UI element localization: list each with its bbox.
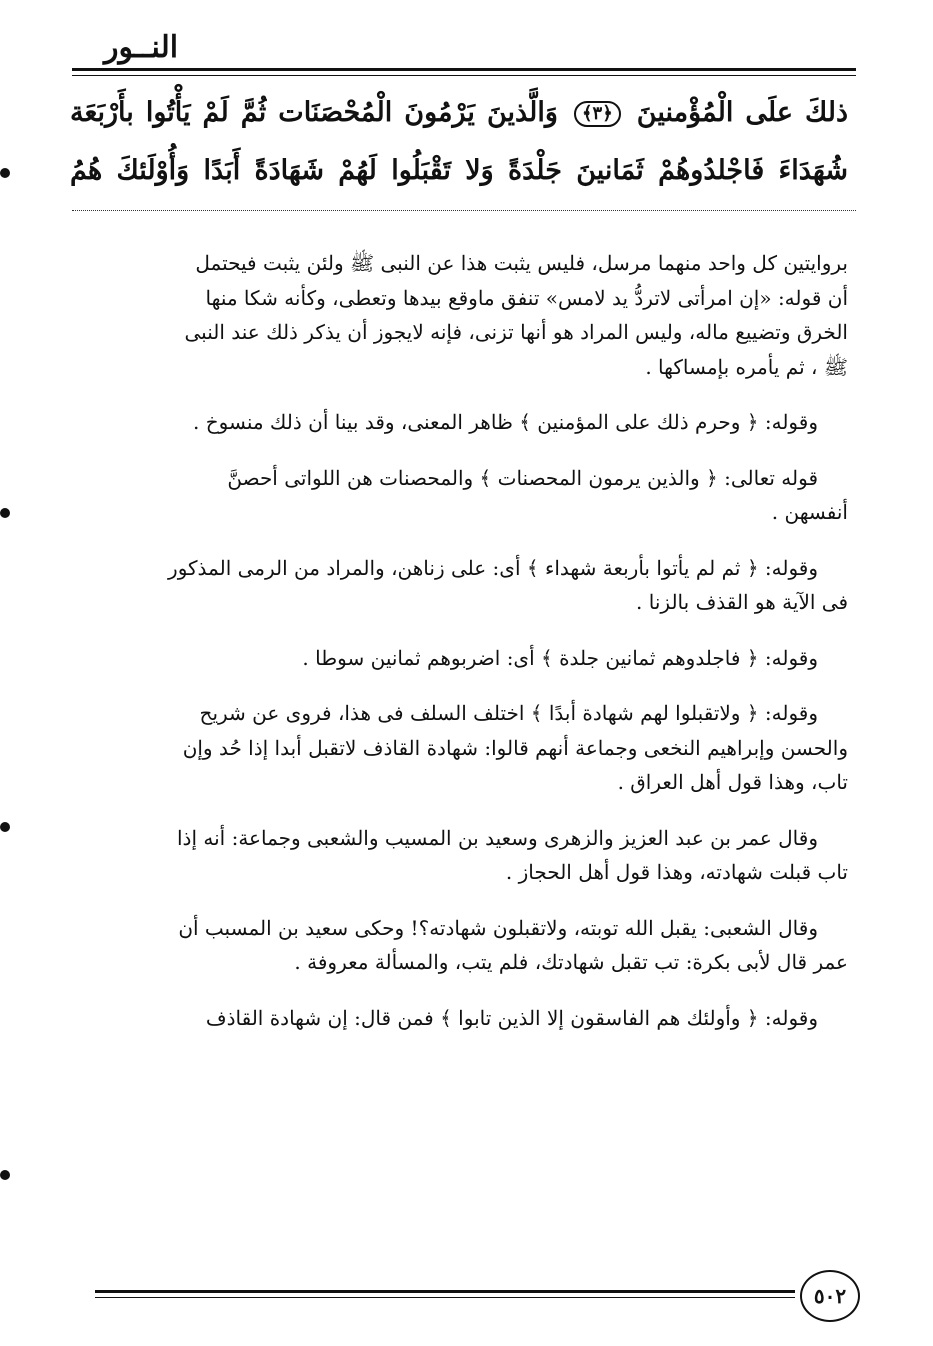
commentary-paragraph (78, 1001, 848, 1036)
verse-text-rest: وَالَّذينَ يَرْمُونَ الْمُحْصَنَات ثُمَّ لَمْ يَأْتُوا بأَرْبَعَة شُهَدَاءَ فَاجْلدُوهُمْ ثَمَانينَ جَلْدَةً وَلا تَقْبَلُوا لَهُمْ شَهَادَةً أَبَدًا وَأُوْلَئكَ هُمُ (70, 97, 848, 186)
verse-text-start: ذلكَ علَى الْمُؤْمنينَ (636, 97, 848, 128)
commentary-paragraph (78, 696, 848, 800)
text-line: بروايتين كل واحد منهما مرسل، فليس يثبت هذا عن النبى ﷺ ولئن يثبت فيحتمل (195, 251, 848, 275)
commentary-paragraph (78, 246, 848, 384)
footer-rule-thin (95, 1297, 795, 1298)
text-line: وقال الشعبى: يقبل الله توبته، ولاتقبلون شهادته؟! وحكى سعيد بن المسبب أن (178, 915, 818, 940)
text-line: وقوله: ﴿ وأولئك هم الفاسقون إلا الذين تابوا ﴾ فمن قال: إن شهادة القاذف (205, 1005, 818, 1030)
text-line: تاب، وهذا قول أهل العراق . (617, 770, 848, 794)
text-line: وقوله: ﴿ ثم لم يأتوا بأربعة شهداء ﴾ أى: على زناهن، والمراد من الرمى المذكور (168, 555, 818, 580)
text-line: أن قوله: «إن امرأتى لاتردُّ يد لامس» تنفق ماوقع بيدها وتعطى، وكأنه شكا منها (205, 285, 848, 310)
margin-scan-mark (0, 508, 10, 518)
commentary-paragraph (78, 461, 848, 530)
commentary-paragraph (78, 821, 848, 890)
text-line: وقال عمر بن عبد العزيز والزهرى وسعيد بن المسيب والشعبى وجماعة: أنه إذا (177, 825, 818, 850)
quran-verse-block (70, 84, 848, 200)
commentary-paragraph (78, 911, 848, 980)
text-line: ﷺ ، ثم يأمره بإمساكها . (645, 354, 848, 379)
text-line: وقوله: ﴿ ولاتقبلوا لهم شهادة أبدًا ﴾ اختلف السلف فى هذا، فروى عن شريح (199, 701, 818, 725)
text-line: الخرق وتضييع ماله، وليس المراد هو أنها تزنى، فإنه لايجوز أن يذكر ذلك عند النبى (184, 320, 848, 344)
verse-number-marker: ﴿٣﴾ (574, 101, 621, 127)
text-line: أنفسهن . (771, 500, 848, 524)
page-number-badge: ٥٠٢ (800, 1270, 860, 1322)
margin-scan-mark (0, 168, 10, 178)
text-line: وقوله: ﴿ فاجلدوهم ثمانين جلدة ﴾ أى: اضربوهم ثمانين سوطا . (302, 645, 818, 670)
header-rule-thin (72, 75, 856, 76)
commentary-body (78, 246, 848, 1056)
margin-scan-mark (0, 1170, 10, 1180)
commentary-paragraph (78, 405, 848, 440)
surah-name-header: النــور (103, 30, 179, 65)
commentary-paragraph (78, 641, 848, 676)
footer-rule-thick (95, 1290, 795, 1293)
text-line: تاب قبلت شهادته، وهذا قول أهل الحجاز . (505, 860, 848, 884)
text-line: فى الآية هو القذف بالزنا . (636, 590, 848, 614)
verse-separator-dotted (72, 210, 856, 211)
text-line: قوله تعالى: ﴿ والذين يرمون المحصنات ﴾ والمحصنات هن اللواتى أحصنَّ (227, 465, 818, 490)
text-line: عمر قال لأبى بكرة: تب تقبل شهادتك، فلم يتب، والمسألة معروفة . (294, 950, 848, 974)
text-line: وقوله: ﴿ وحرم ذلك على المؤمنين ﴾ ظاهر المعنى، وقد بينا أن ذلك منسوخ . (193, 410, 818, 434)
margin-scan-mark (0, 822, 10, 832)
header-rule-thick (72, 68, 856, 71)
commentary-paragraph (78, 551, 848, 620)
text-line: والحسن وإبراهيم النخعى وجماعة أنهم قالوا: شهادة القاذف لاتقبل أبدا إذا حُد وإن (182, 735, 848, 760)
